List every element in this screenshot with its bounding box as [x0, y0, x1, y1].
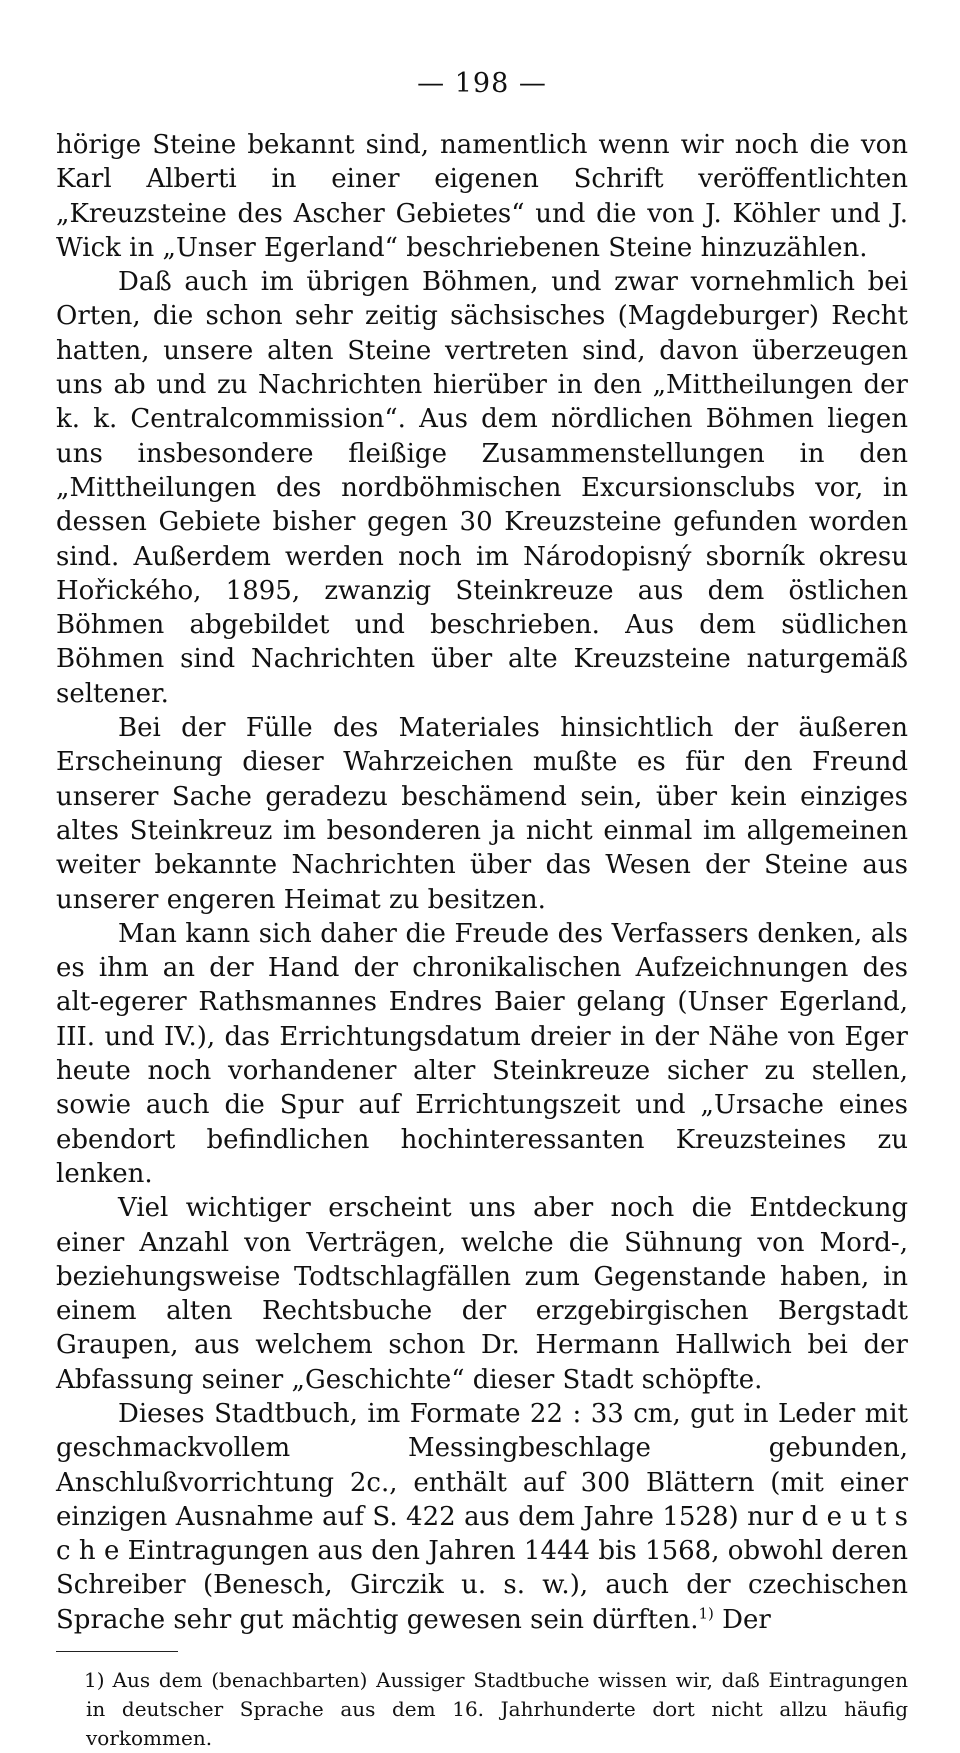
paragraph-6-text: Dieses Stadtbuch, im Formate 22 : 33 cm, gut in Leder mit geschmackvollem Messingbeschlage gebunden, Anschlußvorrichtung 2c., enthält auf 300 Blättern (mit einer einzigen Ausnahme auf S. 422 aus dem Jahre 1528) nur d e u t s c h e Eintragungen aus den Jahren 1444 bis 1568, obwohl deren Schreiber (Benesch, Girczik u. s. w.), auch der czechischen Sprache sehr gut mächtig gewesen sein dürften.: [56, 1398, 908, 1635]
paragraph-3: Bei der Fülle des Materiales hinsichtlich der äußeren Erscheinung dieser Wahrzeichen mußte es für den Freund unserer Sache geradezu beschämend sein, über kein einziges altes Steinkreuz im besonderen ja nicht einmal im allgemeinen weiter bekannte Nachrichten über das Wesen der Steine aus unserer engeren Heimat zu besitzen.: [56, 713, 908, 915]
footnote-text: Aus dem (benachbarten) Aussiger Stadtbuche wissen wir, daß Eintragungen in deutscher Sprache aus dem 16. Jahrhunderte dort nicht allzu häufig vorkommen.: [86, 1668, 908, 1751]
footnote: [56, 1666, 908, 1753]
footnote-mark: 1): [84, 1668, 105, 1693]
paragraph-6-tail: Der: [713, 1604, 771, 1635]
book-page: [56, 68, 908, 1753]
paragraph-2: Daß auch im übrigen Böhmen, und zwar vornehmlich bei Orten, die schon sehr zeitig sächsisches (Magdeburger) Recht hatten, unsere alten Steine vertreten sind, davon überzeugen uns ab und zu Nachrichten hierüber in den „Mittheilungen der k. k. Centralcommission“. Aus dem nördlichen Böhmen liegen uns insbesondere fleißige Zusammenstellungen in den „Mittheilungen des nordböhmischen Excursionsclubs vor, in dessen Gebiete bisher gegen 30 Kreuzsteine gefunden worden sind. Außerdem werden noch im Národopisný sborník okresu Hořického, 1895, zwanzig Steinkreuze aus dem östlichen Böhmen abgebildet und beschrieben. Aus dem südlichen Böhmen sind Nachrichten über alte Kreuzsteine naturgemäß seltener.: [56, 267, 908, 709]
footnote-reference: 1): [698, 1604, 714, 1623]
paragraph-1: hörige Steine bekannt sind, namentlich wenn wir noch die von Karl Alberti in einer eigenen Schrift veröffentlichten „Kreuzsteine des Ascher Gebietes“ und die von J. Köhler und J. Wick in „Unser Egerland“ beschriebenen Steine hinzuzählen.: [56, 130, 908, 263]
paragraph-5: Viel wichtiger erscheint uns aber noch die Entdeckung einer Anzahl von Verträgen, welche die Sühnung von Mord-, beziehungsweise Todtschlagfällen zum Gegenstande haben, in einem alten Rechtsbuche der erzgebirgischen Bergstadt Graupen, aus welchem schon Dr. Hermann Hallwich bei der Abfassung seiner „Geschichte“ dieser Stadt schöpfte.: [56, 1193, 908, 1395]
paragraph-6: [56, 1397, 908, 1637]
footnote-divider: [56, 1651, 178, 1652]
paragraph-4: Man kann sich daher die Freude des Verfassers denken, als es ihm an der Hand der chronikalischen Aufzeichnungen des alt-egerer Rathsmannes Endres Baier gelang (Unser Egerland, III. und IV.), das Errichtungsdatum dreier in der Nähe von Eger heute noch vorhandener alter Steinkreuze sicher zu stellen, sowie auch die Spur auf Errichtungszeit und „Ursache eines ebendort befindlichen hochinteressanten Kreuzsteines zu lenken.: [56, 918, 908, 1189]
page-number: — 198 —: [417, 68, 547, 99]
